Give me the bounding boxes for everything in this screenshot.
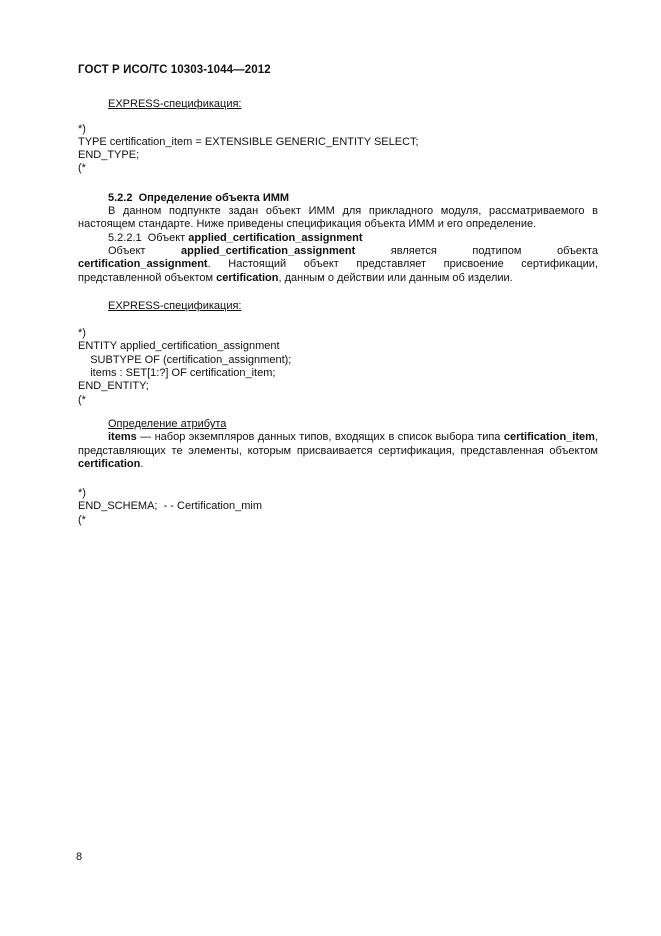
document-title: ГОСТ Р ИСО/ТС 10303-1044—2012 [78,64,271,76]
express-spec-label-1-text: EXPRESS-спецификация: [108,98,242,111]
section-5-2-2-heading: 5.2.2 Определение объекта ИММ [108,191,290,204]
attribute-definition-label [108,418,598,431]
express-code-block-type: *) TYPE certification_item = EXTENSIBLE GENERIC_ENTITY SELECT; END_TYPE; (* [78,122,419,175]
attribute-definition-label-text: Определение атрибута [108,417,227,430]
express-spec-label-2-text: EXPRESS-спецификация: [108,299,242,312]
section-5-2-2-intro-paragraph: В данном подпункте задан объект ИММ для прикладного модуля, рассматриваемого в настоящем стандарте. Ниже приведены спецификация объекта ИММ и его определение. [78,205,598,231]
applied-certification-assignment-paragraph: Объект applied_certification_assignment является подтипом объекта certification_assignment. Настоящий объект представляет присвоение сертификации, представленной объектом certification, данным о действии или данным об изделии. [78,244,598,284]
express-spec-label-2 [108,300,598,313]
end-schema-code-block: *) END_SCHEMA; - - Certification_mim (* [78,487,262,526]
items-attribute-paragraph: items — набор экземпляров данных типов, входящих в список выбора типа certification_item, представляющих те элементы, которым присваивается сертификация, представленная объектом certification. [78,431,598,470]
section-5-2-2-1-heading: 5.2.2.1 Объект applied_certification_assignment [108,231,363,244]
page-number: 8 [76,851,83,863]
express-code-block-entity: *) ENTITY applied_certification_assignment SUBTYPE OF (certification_assignment); items : SET[1:?] OF certification_item; END_ENTITY; (* [78,327,292,406]
express-spec-label-1 [108,98,598,111]
